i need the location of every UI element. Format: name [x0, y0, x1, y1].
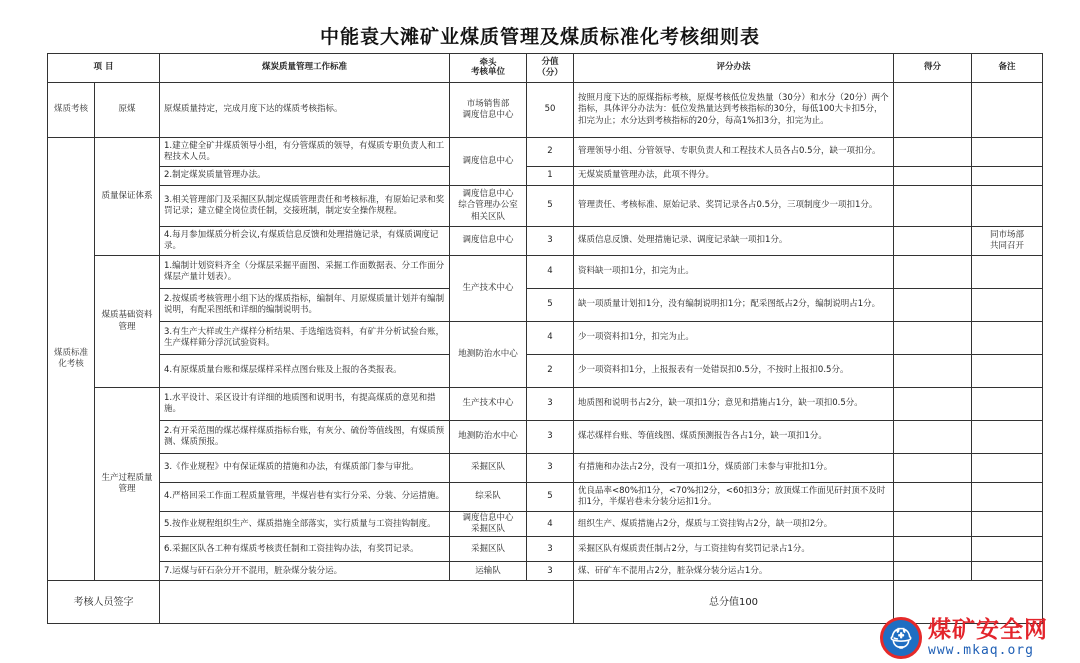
table-row: [48, 388, 1043, 421]
subcategory-cell: 原煤: [95, 83, 160, 138]
total-score: 总分值100: [574, 581, 894, 624]
subcategory-cell: 质量保证体系: [95, 138, 160, 256]
header-standard: 煤炭质量管理工作标准: [160, 54, 450, 83]
category-cell: 煤质考核: [48, 83, 95, 138]
unit-cell: 生产技术中心: [450, 256, 527, 322]
header-item: 项 目: [48, 54, 160, 83]
method-cell: 地质图和说明书占2分，缺一项扣1分；意见和措施占1分，缺一项扣0.5分。: [574, 388, 894, 421]
score-cell: 2: [527, 355, 574, 388]
method-cell: 少一项资料扣1分，扣完为止。: [574, 322, 894, 355]
table-row: [48, 562, 1043, 581]
standard-cell: 2.制定煤炭质量管理办法。: [160, 167, 450, 186]
got-cell[interactable]: [894, 537, 972, 562]
standard-cell: 3.有生产大样或生产煤样分析结果、手选缩选资料，有矿井分析试验台账，生产煤样筛分浮沉试验资料。: [160, 322, 450, 355]
score-cell: 3: [527, 227, 574, 256]
got-cell[interactable]: [894, 454, 972, 483]
score-cell: 2: [527, 138, 574, 167]
table-row: [48, 355, 1043, 388]
standard-cell: 1.水平设计、采区设计有详细的地质图和说明书，有提高煤质的意见和措施。: [160, 388, 450, 421]
standard-cell: 2.按煤质考核管理小组下达的煤质指标，编制年、月原煤质量计划并有编制说明，有配采图纸和详细的编制说明书。: [160, 289, 450, 322]
note-cell: [972, 256, 1043, 289]
method-cell: 优良品率<80%扣1分，<70%扣2分，<60扣3分；放顶煤工作面见矸封顶不及时扣1分，半煤岩巷未分装分运扣1分。: [574, 483, 894, 512]
standard-cell: 原煤质量持定，完成月度下达的煤质考核指标。: [160, 83, 450, 138]
note-cell: [972, 167, 1043, 186]
note-cell: [972, 322, 1043, 355]
standard-cell: 7.运煤与矸石杂分开不混用，脏杂煤分装分运。: [160, 562, 450, 581]
note-cell: [972, 289, 1043, 322]
note-cell: [972, 454, 1043, 483]
note-cell: [972, 388, 1043, 421]
note-cell: [972, 537, 1043, 562]
got-cell[interactable]: [894, 83, 972, 138]
score-cell: 3: [527, 562, 574, 581]
unit-cell: 调度信息中心 采掘区队: [450, 512, 527, 537]
method-cell: 煤质信息反馈、处理措施记录、调度记录缺一项扣1分。: [574, 227, 894, 256]
subcategory-cell: 生产过程质量管理: [95, 388, 160, 581]
score-cell: 3: [527, 421, 574, 454]
sign-label: 考核人员签字: [48, 581, 160, 624]
unit-cell: 采掘区队: [450, 537, 527, 562]
unit-cell: 调度信息中心 综合管理办公室 相关区队: [450, 186, 527, 227]
table-row: [48, 83, 1043, 138]
helmet-logo-icon: ⛑: [880, 617, 922, 659]
score-cell: 3: [527, 454, 574, 483]
got-cell[interactable]: [894, 562, 972, 581]
standard-cell: 6.采掘区队各工种有煤质考核责任制和工资挂钩办法，有奖罚记录。: [160, 537, 450, 562]
got-cell[interactable]: [894, 186, 972, 227]
unit-cell: 运输队: [450, 562, 527, 581]
note-cell: [972, 421, 1043, 454]
got-cell[interactable]: [894, 322, 972, 355]
score-cell: 3: [527, 388, 574, 421]
standard-cell: 1.建立健全矿井煤质领导小组，有分管煤质的领导，有煤质专职负责人和工程技术人员。: [160, 138, 450, 167]
standard-cell: 3.相关管理部门及采掘区队制定煤质管理责任和考核标准，有原始记录和奖罚记录；建立健全岗位责任制，交接班制，制定安全操作规程。: [160, 186, 450, 227]
standard-cell: 5.按作业规程组织生产、煤质措施全部落实，实行质量与工资挂钩制度。: [160, 512, 450, 537]
table-row: [48, 186, 1043, 227]
method-cell: 少一项资料扣1分，上报报表有一处错误扣0.5分，不按时上报扣0.5分。: [574, 355, 894, 388]
got-cell[interactable]: [894, 138, 972, 167]
watermark-url: www.mkaq.org: [928, 643, 1034, 658]
table-row: [48, 454, 1043, 483]
unit-cell: 调度信息中心: [450, 227, 527, 256]
unit-cell: 综采队: [450, 483, 527, 512]
assessment-table: [47, 53, 1043, 624]
method-cell: 管理领导小组、分管领导、专职负责人和工程技术人员各占0.5分，缺一项扣分。: [574, 138, 894, 167]
score-cell: 3: [527, 537, 574, 562]
got-cell[interactable]: [894, 355, 972, 388]
table-header-row: [48, 54, 1043, 83]
standard-cell: 3.《作业规程》中有保证煤质的措施和办法，有煤质部门参与审批。: [160, 454, 450, 483]
subcategory-cell: 煤质基础资料管理: [95, 256, 160, 388]
table-row: [48, 289, 1043, 322]
score-cell: 4: [527, 512, 574, 537]
watermark-name: 煤矿安全网: [928, 617, 1048, 643]
standard-cell: 4.严格回采工作面工程质量管理，半煤岩巷有实行分采、分装、分运措施。: [160, 483, 450, 512]
note-cell: [972, 186, 1043, 227]
header-unit: 牵头 考核单位: [450, 54, 527, 83]
unit-cell: 生产技术中心: [450, 388, 527, 421]
note-cell: [972, 562, 1043, 581]
header-score: 分值（分）: [527, 54, 574, 83]
score-cell: 5: [527, 289, 574, 322]
standard-cell: 4.每月参加煤质分析会议,有煤质信息反馈和处理措施记录，有煤质调度记录。: [160, 227, 450, 256]
note-cell: [972, 355, 1043, 388]
unit-cell: 地测防治水中心: [450, 322, 527, 388]
note-cell: [972, 138, 1043, 167]
table-row: [48, 512, 1043, 537]
table-row: [48, 421, 1043, 454]
score-cell: 50: [527, 83, 574, 138]
document-title: 中能袁大滩矿业煤质管理及煤质标准化考核细则表: [319, 26, 760, 48]
method-cell: 管理责任、考核标准、原始记录、奖罚记录各占0.5分，三项制度少一项扣1分。: [574, 186, 894, 227]
site-watermark: [880, 612, 1080, 663]
method-cell: 按照月度下达的原煤指标考核，原煤考核低位发热量（30分）和水分（20分）两个指标，具体评分办法为：低位发热量达到考核指标的30分，每低100大卡扣5分，扣完为止；水分达到考核指标的20分，每高1%扣3分，扣完为止。: [574, 83, 894, 138]
score-cell: 4: [527, 256, 574, 289]
score-cell: 4: [527, 322, 574, 355]
table-row: [48, 537, 1043, 562]
standard-cell: 2.有开采范围的煤芯煤样煤质指标台账，有灰分、硫份等值线图，有煤质预测、煤质预报。: [160, 421, 450, 454]
standard-cell: 1.编制计划资料齐全（分煤层采掘平面图、采掘工作面数据表、分工作面分煤层产量计划表）。: [160, 256, 450, 289]
method-cell: 缺一项质量计划扣1分，没有编制说明扣1分；配采图纸占2分，编制说明占1分。: [574, 289, 894, 322]
unit-cell: 地测防治水中心: [450, 421, 527, 454]
table-row: [48, 167, 1043, 186]
score-cell: 5: [527, 186, 574, 227]
note-cell: [972, 483, 1043, 512]
unit-cell: 市场销售部 调度信息中心: [450, 83, 527, 138]
method-cell: 资料缺一项扣1分，扣完为止。: [574, 256, 894, 289]
table-row: [48, 483, 1043, 512]
sign-field[interactable]: [160, 581, 574, 624]
got-cell[interactable]: [894, 256, 972, 289]
header-note: 备注: [972, 54, 1043, 83]
got-cell[interactable]: [894, 388, 972, 421]
method-cell: 煤芯煤样台账、等值线图、煤质预测报告各占1分，缺一项扣1分。: [574, 421, 894, 454]
score-cell: 5: [527, 483, 574, 512]
got-cell[interactable]: [894, 289, 972, 322]
unit-cell: 调度信息中心: [450, 138, 527, 186]
standard-cell: 4.有原煤质量台账和煤层煤样采样点图台账及上报的各类报表。: [160, 355, 450, 388]
unit-cell: 采掘区队: [450, 454, 527, 483]
method-cell: 有措施和办法占2分，没有一项扣1分，煤质部门未参与审批扣1分。: [574, 454, 894, 483]
note-cell: 同市场部 共同召开: [972, 227, 1043, 256]
method-cell: 无煤炭质量管理办法，此项不得分。: [574, 167, 894, 186]
note-cell: [972, 512, 1043, 537]
category-cell: 煤质标准化考核: [48, 138, 95, 581]
header-got: 得分: [894, 54, 972, 83]
table-row: [48, 256, 1043, 289]
got-cell[interactable]: [894, 227, 972, 256]
method-cell: 煤、矸矿车不混用占2分，脏杂煤分装分运占1分。: [574, 562, 894, 581]
got-cell[interactable]: [894, 483, 972, 512]
score-cell: 1: [527, 167, 574, 186]
note-cell: [972, 83, 1043, 138]
header-method: 评分办法: [574, 54, 894, 83]
table-row: [48, 138, 1043, 167]
table-row: [48, 227, 1043, 256]
table-row: [48, 322, 1043, 355]
got-cell[interactable]: [894, 421, 972, 454]
method-cell: 组织生产、煤质措施占2分，煤质与工资挂钩占2分，缺一项扣2分。: [574, 512, 894, 537]
got-cell[interactable]: [894, 512, 972, 537]
method-cell: 采掘区队有煤质责任制占2分，与工资挂钩有奖罚记录占1分。: [574, 537, 894, 562]
got-cell[interactable]: [894, 167, 972, 186]
